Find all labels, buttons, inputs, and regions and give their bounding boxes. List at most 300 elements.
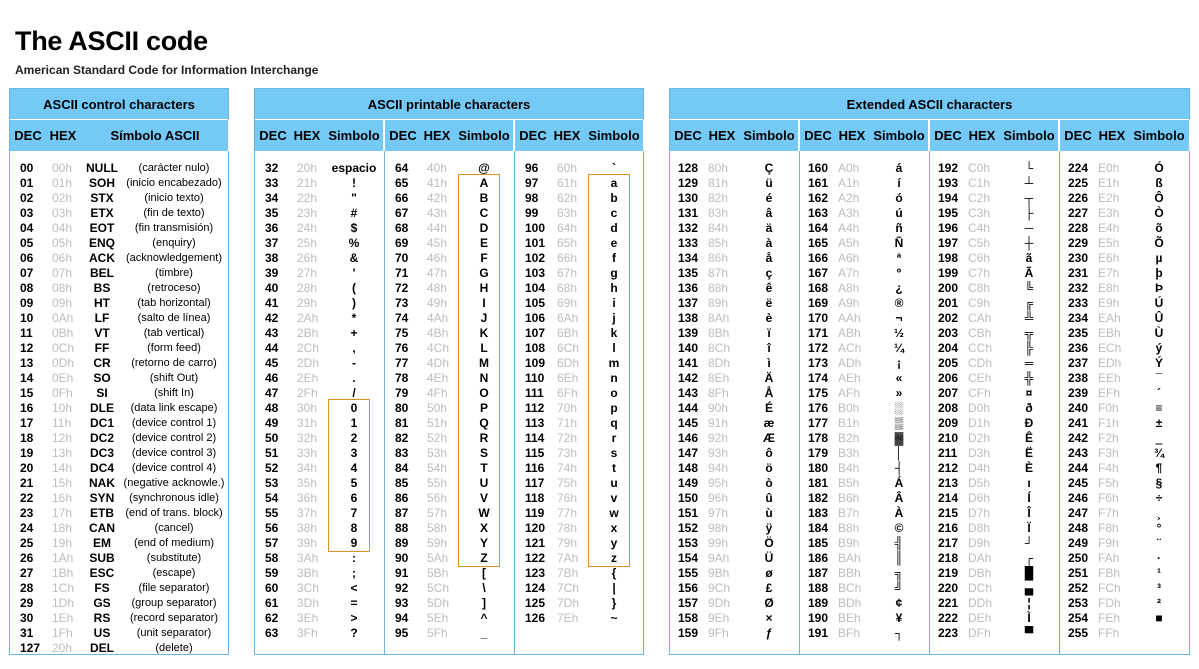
table-row: [385, 551, 514, 566]
table-row: [670, 506, 799, 521]
hex-header: HEX: [968, 128, 996, 143]
symbol-value: Ä: [764, 371, 774, 385]
hex-value: 0Dh: [52, 356, 75, 370]
table-row: [385, 341, 514, 356]
dec-value: 166: [808, 251, 829, 265]
symbol-value: SYN: [89, 491, 115, 505]
dec-value: 94: [395, 611, 409, 625]
table-row: [800, 206, 929, 221]
hex-value: CAh: [968, 311, 992, 325]
dec-value: 30: [20, 611, 34, 625]
hex-value: 10h: [52, 401, 73, 415]
dec-value: 32: [265, 161, 279, 175]
symbol-value: ¶: [1155, 461, 1163, 475]
table-row: [515, 341, 645, 356]
table-row: [10, 446, 230, 461]
dec-value: 190: [808, 611, 829, 625]
symbol-value: û: [765, 491, 773, 505]
hex-value: F7h: [1098, 506, 1119, 520]
symbol-value: ¬: [895, 311, 903, 325]
symbol-value: FF: [94, 341, 110, 355]
hex-value: 14h: [52, 461, 73, 475]
hex-value: 8Dh: [708, 356, 731, 370]
hex-value: 2Ah: [297, 311, 319, 325]
symbol-value: ú: [895, 206, 903, 220]
table-row: [1060, 461, 1191, 476]
table-row: [1060, 311, 1191, 326]
dec-value: 23: [20, 506, 34, 520]
table-row: [255, 416, 384, 431]
table-row: [1060, 236, 1191, 251]
table-row: [670, 341, 799, 356]
symbol-value: µ: [1155, 251, 1163, 265]
hex-header: HEX: [293, 128, 321, 143]
dec-value: 112: [525, 401, 545, 415]
dec-value: 234: [1068, 311, 1089, 325]
hex-value: 1Dh: [52, 596, 75, 610]
symbol-value: A: [479, 176, 489, 190]
symbol-value: BS: [93, 281, 111, 295]
table-row: [1060, 281, 1191, 296]
table-row: [930, 191, 1059, 206]
symbol-value: É: [764, 401, 773, 415]
hex-value: FAh: [1098, 551, 1120, 565]
symbol-value: ¿: [895, 281, 903, 295]
table-row: [385, 296, 514, 311]
dec-value: 77: [395, 356, 409, 370]
hex-value: 06h: [52, 251, 73, 265]
symbol-value: VT: [94, 326, 110, 340]
symbol-value: K: [479, 326, 489, 340]
description-value: (group separator): [131, 597, 217, 609]
table-row: [1060, 386, 1191, 401]
symbol-value: GS: [93, 596, 111, 610]
hex-value: FBh: [1098, 566, 1121, 580]
dec-value: 15: [20, 386, 34, 400]
hex-header: HEX: [838, 128, 866, 143]
dec-value: 154: [678, 551, 699, 565]
dec-value: 05: [20, 236, 34, 250]
dec-value: 152: [678, 521, 699, 535]
description-value: (timbre): [155, 267, 193, 279]
symbol-value: ╣: [894, 536, 904, 550]
dec-value: 67: [395, 206, 409, 220]
hex-value: EBh: [1098, 326, 1121, 340]
table-column: [800, 151, 930, 654]
hex-value: 62h: [557, 191, 578, 205]
hex-value: 6Bh: [557, 326, 579, 340]
table-row: [255, 236, 384, 251]
table-row: [515, 176, 645, 191]
table-row: [1060, 431, 1191, 446]
table-row: [800, 326, 929, 341]
dec-value: 90: [395, 551, 409, 565]
dec-value: 98: [525, 191, 539, 205]
table-row: [515, 371, 645, 386]
dec-value: 123: [525, 566, 546, 580]
dec-value: 35: [265, 206, 279, 220]
dec-value: 205: [938, 356, 959, 370]
table-row: [670, 386, 799, 401]
dec-value: 150: [678, 491, 699, 505]
symbol-value: L: [480, 341, 488, 355]
symbol-value: Ë: [1024, 446, 1033, 460]
hex-value: 95h: [708, 476, 729, 490]
hex-value: 20h: [297, 161, 318, 175]
table-row: [930, 416, 1059, 431]
hex-value: CBh: [968, 326, 992, 340]
dec-value: 160: [808, 161, 829, 175]
symbol-value: N: [479, 371, 489, 385]
symbol-value: DC1: [89, 416, 114, 430]
table-row: [10, 296, 230, 311]
table-row: [930, 536, 1059, 551]
dec-value: 157: [678, 596, 699, 610]
table-row: [255, 401, 384, 416]
symbol-value: ;: [352, 566, 356, 580]
hex-value: 48h: [427, 281, 448, 295]
table-row: [670, 491, 799, 506]
dec-header: DEC: [934, 128, 962, 143]
symbol-value: è: [765, 311, 773, 325]
table-row: [670, 311, 799, 326]
table-row: [255, 536, 384, 551]
description-value: (substitute): [146, 552, 202, 564]
hex-value: C8h: [968, 281, 991, 295]
table-row: [930, 506, 1059, 521]
hex-value: 94h: [708, 461, 729, 475]
symbol-value: (: [352, 281, 356, 295]
symbol-value: U: [479, 476, 489, 490]
table-row: [255, 161, 384, 176]
dec-value: 103: [525, 266, 546, 280]
symbol-value: m: [608, 356, 620, 370]
table-row: [1060, 296, 1191, 311]
hex-value: C9h: [968, 296, 991, 310]
table-row: [670, 176, 799, 191]
symbol-value: Á: [894, 476, 904, 490]
table-row: [385, 326, 514, 341]
symbol-header: Simbolo: [588, 128, 640, 143]
table-row: [930, 581, 1059, 596]
hex-value: 27h: [297, 266, 318, 280]
hex-value: 03h: [52, 206, 73, 220]
hex-value: E1h: [1098, 176, 1120, 190]
table-row: [670, 431, 799, 446]
dec-value: 251: [1068, 566, 1089, 580]
table-column: [255, 151, 385, 654]
table-row: [800, 461, 929, 476]
table-row: [255, 356, 384, 371]
table-row: [670, 596, 799, 611]
table-row: [10, 371, 230, 386]
symbol-value: G: [479, 266, 489, 280]
table-row: [10, 491, 230, 506]
hex-value: FFh: [1098, 626, 1120, 640]
table-row: [930, 326, 1059, 341]
hex-value: 11h: [52, 416, 72, 430]
hex-value: 6Eh: [557, 371, 579, 385]
dec-value: 172: [808, 341, 829, 355]
table-row: [1060, 266, 1191, 281]
symbol-value: ~: [610, 611, 618, 625]
hex-value: 47h: [427, 266, 448, 280]
symbol-value: ý: [1155, 341, 1163, 355]
dec-value: 31: [20, 626, 34, 640]
table-row: [1060, 251, 1191, 266]
table-row: [385, 191, 514, 206]
table-row: [930, 161, 1059, 176]
symbol-value: STX: [90, 191, 114, 205]
dec-value: 218: [938, 551, 959, 565]
symbol-header: Simbolo: [1003, 128, 1055, 143]
hex-value: 32h: [297, 431, 318, 445]
dec-value: 65: [395, 176, 409, 190]
hex-value: 36h: [297, 491, 318, 505]
hex-value: 13h: [52, 446, 73, 460]
hex-value: CDh: [968, 356, 993, 370]
dec-value: 178: [808, 431, 829, 445]
table-row: [10, 341, 230, 356]
dec-value: 106: [525, 311, 546, 325]
symbol-value: ¯: [1155, 371, 1163, 385]
table-row: [385, 446, 514, 461]
symbol-value: `: [612, 161, 616, 175]
dec-value: 43: [265, 326, 279, 340]
dec-value: 73: [395, 296, 409, 310]
symbol-value: $: [350, 221, 358, 235]
table-row: [1060, 341, 1191, 356]
symbol-value: ▄: [1024, 581, 1034, 595]
symbol-value: ¾: [1153, 446, 1164, 460]
page-subtitle: American Standard Code for Information Interchange: [15, 63, 319, 77]
dec-value: 169: [808, 296, 829, 310]
dec-value: 12: [20, 341, 34, 355]
hex-value: 23h: [297, 206, 318, 220]
description-value: (device control 1): [131, 417, 217, 429]
column-header-group: [670, 120, 800, 151]
hex-value: 4Ch: [427, 341, 450, 355]
table-column: [385, 151, 515, 654]
hex-value: 5Fh: [427, 626, 448, 640]
symbol-value: õ: [1155, 221, 1163, 235]
table-row: [385, 311, 514, 326]
hex-value: A0h: [838, 161, 860, 175]
description-value: (negative acknowle.): [123, 477, 225, 489]
symbol-value: ╝: [894, 581, 904, 595]
hex-value: EEh: [1098, 371, 1121, 385]
symbol-value: ╚: [1024, 281, 1034, 295]
symbol-value: NULL: [86, 161, 118, 175]
table-row: [800, 251, 929, 266]
hex-value: B2h: [838, 431, 860, 445]
dec-value: 183: [808, 506, 829, 520]
table-row: [515, 536, 645, 551]
hex-value: 4Eh: [427, 371, 449, 385]
dec-value: 144: [678, 401, 699, 415]
dec-value: 84: [395, 461, 409, 475]
table-row: [800, 551, 929, 566]
symbol-value: ²: [1157, 596, 1161, 610]
symbol-value: ETB: [90, 506, 114, 520]
table-row: [515, 356, 645, 371]
dec-value: 175: [808, 386, 829, 400]
symbol-value: T: [480, 461, 488, 475]
table-row: [515, 311, 645, 326]
dec-header: DEC: [389, 128, 417, 143]
hex-value: C1h: [968, 176, 991, 190]
symbol-value: «: [895, 371, 903, 385]
symbol-value: J: [480, 311, 488, 325]
table-row: [800, 566, 929, 581]
table-row: [800, 236, 929, 251]
symbol-value: w: [609, 506, 619, 520]
dec-value: 130: [678, 191, 699, 205]
table-row: [515, 506, 645, 521]
dec-value: 100: [525, 221, 546, 235]
hex-value: 55h: [427, 476, 448, 490]
hex-value: 2Eh: [297, 371, 319, 385]
hex-value: DAh: [968, 551, 992, 565]
column-header-group: [10, 120, 230, 151]
symbol-value: ©: [894, 521, 904, 535]
table-row: [670, 206, 799, 221]
table-row: [800, 371, 929, 386]
description-value: (inicio encabezado): [126, 177, 222, 189]
symbol-value: ½: [893, 326, 904, 340]
hex-value: B9h: [838, 536, 860, 550]
symbol-value: <: [350, 581, 358, 595]
hex-value: 1Fh: [52, 626, 73, 640]
dec-value: 219: [938, 566, 959, 580]
dec-value: 54: [265, 491, 279, 505]
dec-value: 14: [20, 371, 34, 385]
dec-value: 76: [395, 341, 409, 355]
hex-value: 61h: [557, 176, 578, 190]
table-row: [385, 356, 514, 371]
table-row: [10, 281, 230, 296]
dec-value: 250: [1068, 551, 1089, 565]
dec-value: 155: [678, 566, 699, 580]
dec-value: 244: [1068, 461, 1089, 475]
symbol-value: Ý: [1154, 356, 1163, 370]
hex-value: D7h: [968, 506, 991, 520]
dec-value: 181: [808, 476, 829, 490]
hex-value: 15h: [52, 476, 73, 490]
dec-value: 16: [20, 401, 34, 415]
dec-value: 203: [938, 326, 959, 340]
hex-value: 74h: [557, 461, 578, 475]
table-row: [255, 566, 384, 581]
symbol-value: V: [479, 491, 488, 505]
symbol-value: DLE: [90, 401, 114, 415]
dec-value: 70: [395, 251, 409, 265]
table-row: [1060, 551, 1191, 566]
dec-value: 140: [678, 341, 699, 355]
symbol-value: ÷: [1155, 491, 1163, 505]
hex-value: 7Eh: [557, 611, 579, 625]
table-row: [515, 476, 645, 491]
symbol-value: @: [478, 161, 490, 175]
hex-value: 5Dh: [427, 596, 450, 610]
dec-value: 124: [525, 581, 546, 595]
table-row: [385, 236, 514, 251]
hex-value: 86h: [708, 251, 729, 265]
dec-value: 63: [265, 626, 279, 640]
table-row: [255, 296, 384, 311]
hex-value: 84h: [708, 221, 729, 235]
table-row: [255, 461, 384, 476]
hex-value: 16h: [52, 491, 73, 505]
hex-value: D0h: [968, 401, 991, 415]
symbol-value: j: [612, 311, 616, 325]
symbol-value: à: [765, 236, 773, 250]
dec-value: 147: [678, 446, 699, 460]
dec-value: 66: [395, 191, 409, 205]
symbol-value: B: [479, 191, 489, 205]
hex-value: DFh: [968, 626, 991, 640]
table-row: [670, 626, 799, 641]
dec-value: 109: [525, 356, 546, 370]
hex-value: D4h: [968, 461, 991, 475]
table-row: [800, 596, 929, 611]
hex-value: 5Bh: [427, 566, 449, 580]
symbol-value: E: [479, 236, 488, 250]
dec-value: 129: [678, 176, 699, 190]
symbol-value: HT: [94, 296, 110, 310]
dec-value: 206: [938, 371, 959, 385]
hex-value: 3Dh: [297, 596, 320, 610]
hex-value: 88h: [708, 281, 729, 295]
hex-value: 4Dh: [427, 356, 450, 370]
hex-value: F4h: [1098, 461, 1119, 475]
table-row: [1060, 221, 1191, 236]
hex-value: 42h: [427, 191, 448, 205]
dec-value: 229: [1068, 236, 1089, 250]
dec-value: 89: [395, 536, 409, 550]
symbol-value: ENQ: [88, 236, 115, 250]
hex-value: A7h: [838, 266, 860, 280]
symbol-value: [: [482, 566, 486, 580]
hex-value: 17h: [52, 506, 73, 520]
dec-value: 24: [20, 521, 34, 535]
dec-value: 128: [678, 161, 699, 175]
dec-value: 29: [20, 596, 34, 610]
symbol-value: °: [1156, 521, 1162, 535]
table-row: [385, 461, 514, 476]
table-row: [515, 611, 645, 626]
hex-value: 66h: [557, 251, 578, 265]
table-row: [515, 566, 645, 581]
dec-value: 91: [395, 566, 409, 580]
symbol-value: Z: [480, 551, 488, 565]
table-row: [800, 221, 929, 236]
table-row: [800, 476, 929, 491]
symbol-value: 5: [350, 476, 358, 490]
dec-value: 87: [395, 506, 409, 520]
description-value: (end of trans. block): [125, 507, 223, 519]
table-row: [1060, 491, 1191, 506]
table-row: [930, 371, 1059, 386]
dec-value: 121: [525, 536, 546, 550]
table-row: [930, 431, 1059, 446]
dec-header: DEC: [519, 128, 547, 143]
table-row: [670, 326, 799, 341]
table-row: [10, 521, 230, 536]
dec-value: 208: [938, 401, 959, 415]
hex-value: 39h: [297, 536, 318, 550]
symbol-value: F: [480, 251, 488, 265]
